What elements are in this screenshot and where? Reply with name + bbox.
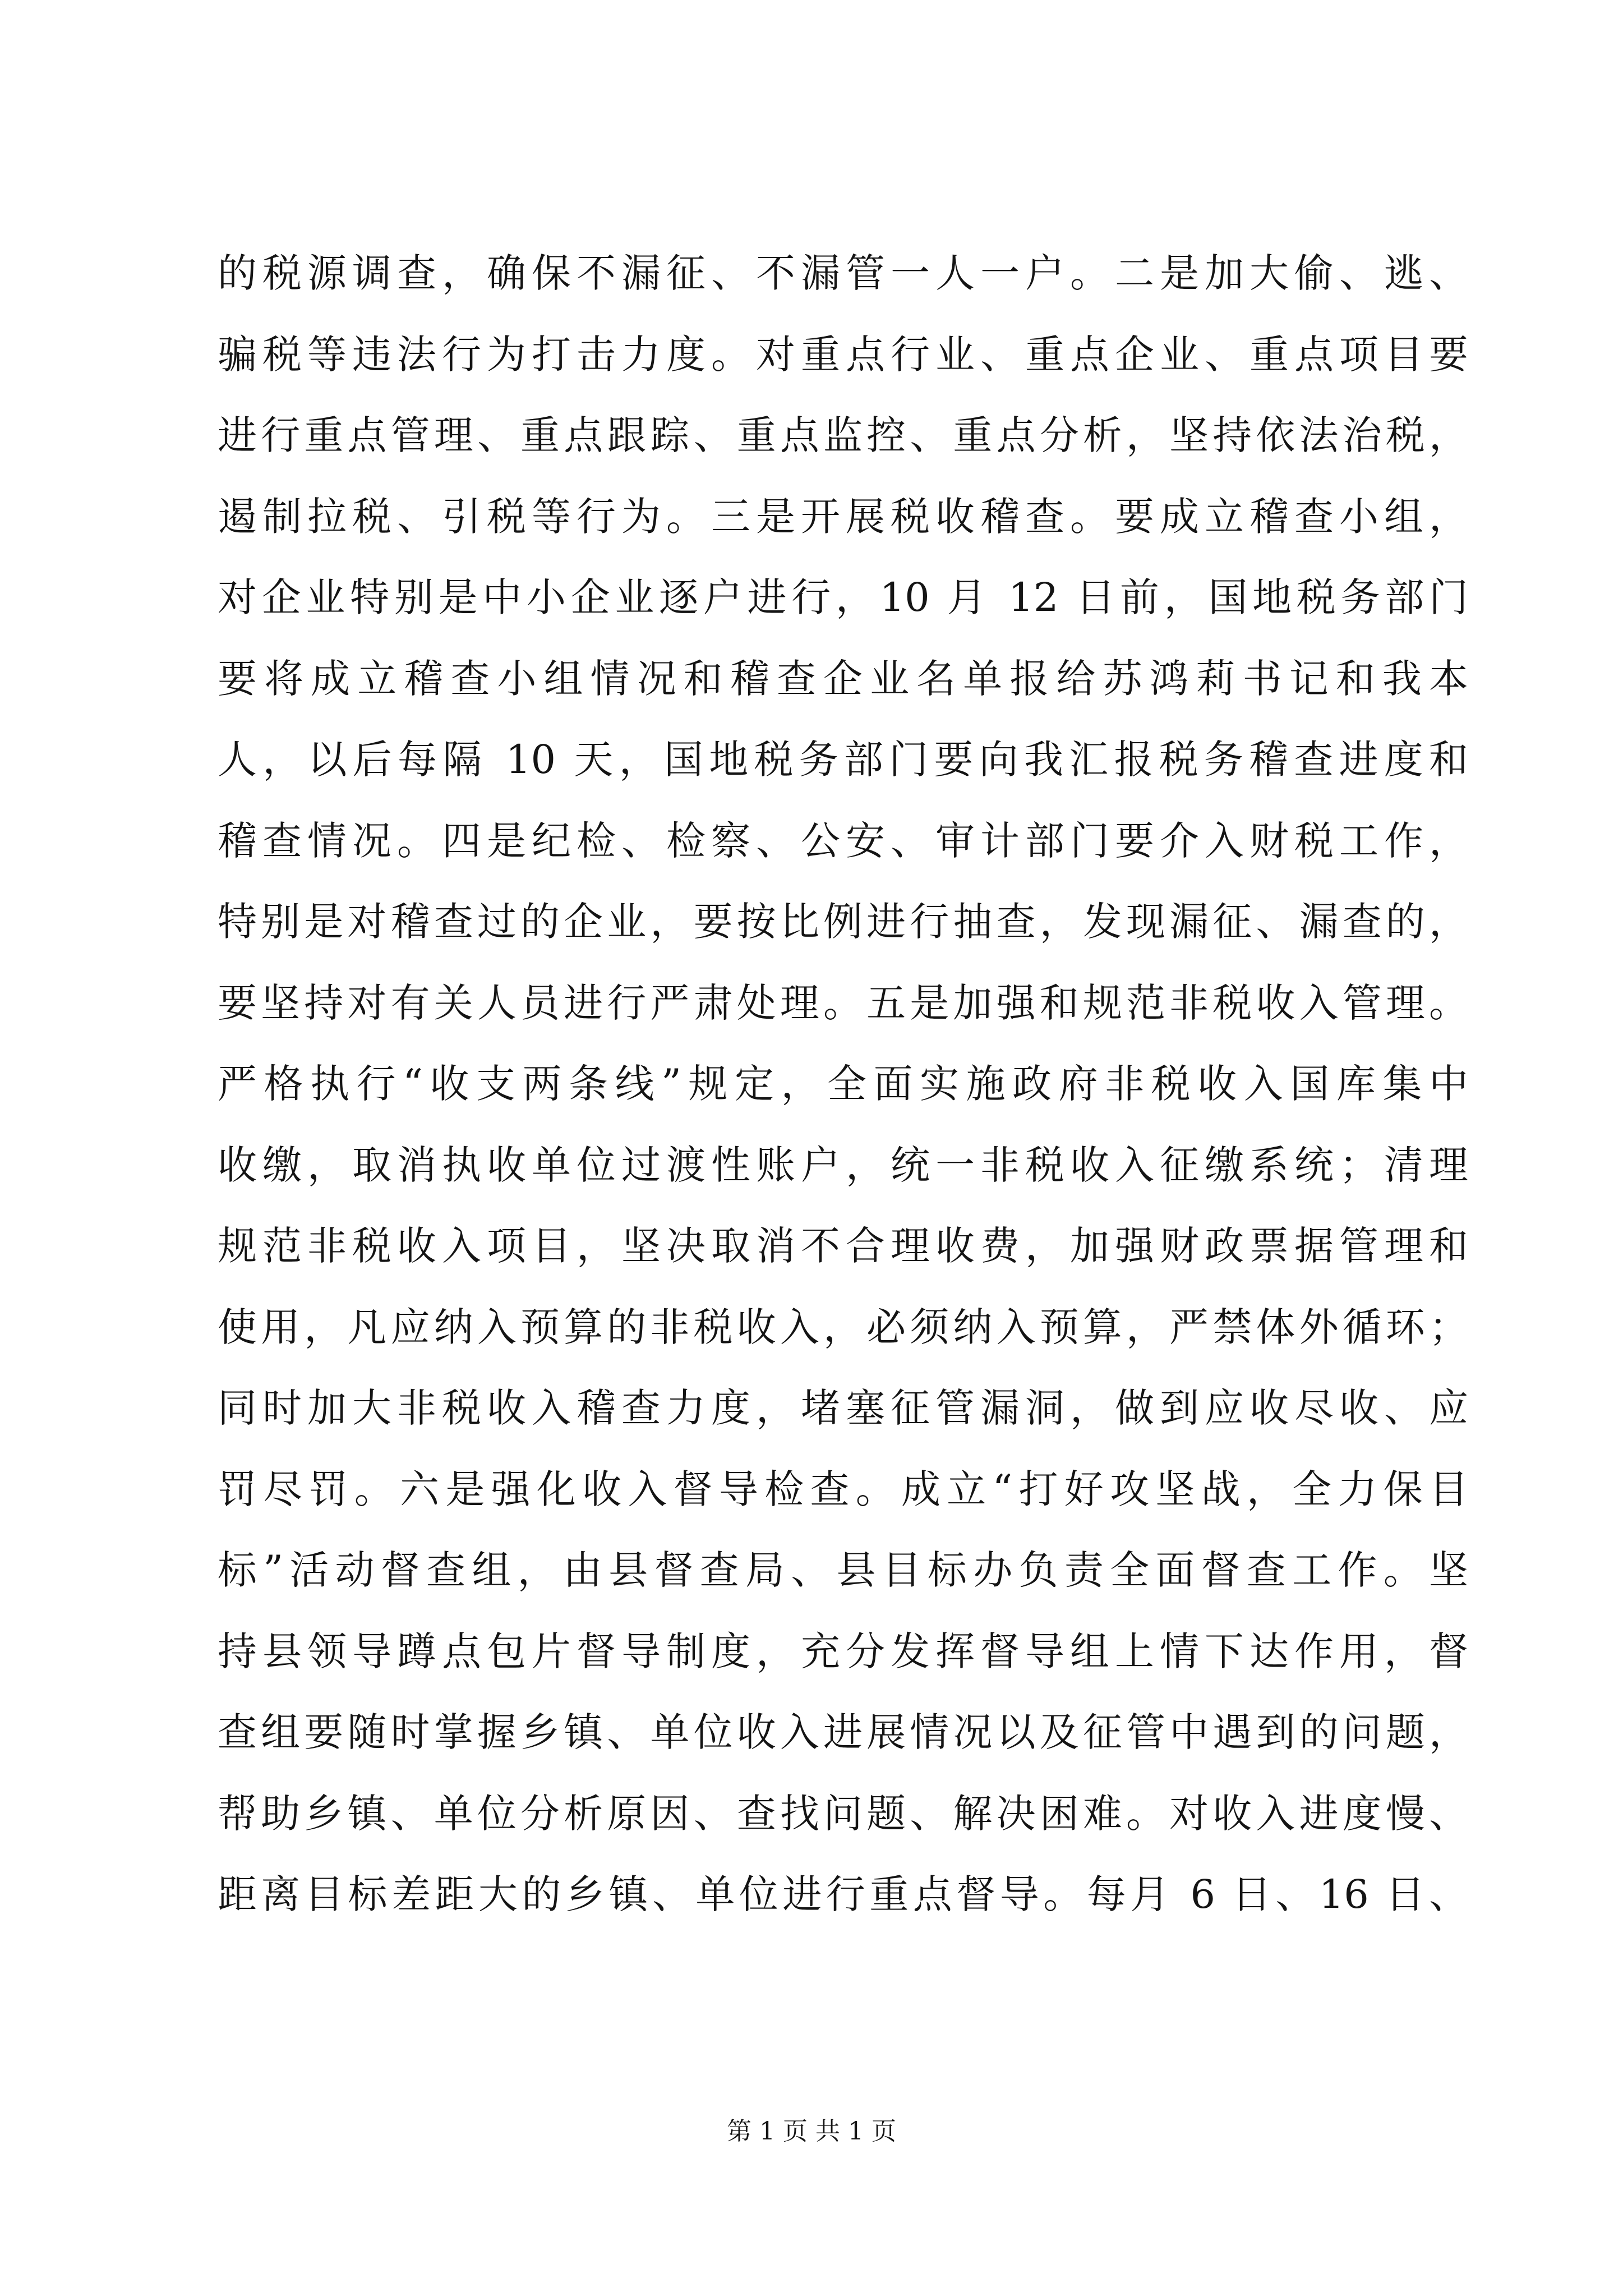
text-line-2: 骗税等违法行为打击力度。对重点行业、重点企业、重点项目要 — [218, 331, 1468, 378]
text-line-3: 进行重点管理、重点跟踪、重点监控、重点分析，坚持依法治税， — [218, 412, 1468, 458]
text-line-7: 人，以后每隔 10 天，国地税务部门要向我汇报税务稽查进度和 — [218, 737, 1468, 783]
text-line-4: 遏制拉税、引税等行为。三是开展税收稽查。要成立稽查小组， — [218, 493, 1468, 540]
text-line-11: 严格执行“收支两条线”规定，全面实施政府非税收入国库集中 — [218, 1061, 1468, 1107]
text-line-16: 罚尽罚。六是强化收入督导检查。成立“打好攻坚战，全力保目 — [218, 1466, 1468, 1512]
text-line-21: 距离目标差距大的乡镇、单位进行重点督导。每月 6 日、16 日、 — [218, 1871, 1468, 1917]
text-line-12: 收缴，取消执收单位过渡性账户，统一非税收入征缴系统；清理 — [218, 1142, 1468, 1188]
text-line-20: 帮助乡镇、单位分析原因、查找问题、解决困难。对收入进度慢、 — [218, 1790, 1468, 1837]
text-line-15: 同时加大非税收入稽查力度，堵塞征管漏洞，做到应收尽收、应 — [218, 1385, 1468, 1431]
text-line-5: 对企业特别是中小企业逐户进行，10 月 12 日前，国地税务部门 — [218, 574, 1468, 620]
text-line-13: 规范非税收入项目，坚决取消不合理收费，加强财政票据管理和 — [218, 1223, 1468, 1269]
page-number-label: 第 1 页 共 1 页 — [727, 2117, 896, 2146]
text-line-9: 特别是对稽查过的企业，要按比例进行抽查，发现漏征、漏查的， — [218, 899, 1468, 945]
page-footer — [0, 2115, 1623, 2148]
text-line-1: 的税源调查，确保不漏征、不漏管一人一户。二是加大偷、逃、 — [218, 250, 1468, 296]
text-line-14: 使用，凡应纳入预算的非税收入，必须纳入预算，严禁体外循环； — [218, 1304, 1468, 1350]
body-text — [218, 233, 1468, 1935]
text-line-8: 稽查情况。四是纪检、检察、公安、审计部门要介入财税工作， — [218, 817, 1468, 864]
text-line-19: 查组要随时掌握乡镇、单位收入进展情况以及征管中遇到的问题， — [218, 1709, 1468, 1755]
text-line-18: 持县领导蹲点包片督导制度，充分发挥督导组上情下达作用，督 — [218, 1628, 1468, 1674]
text-line-6: 要将成立稽查小组情况和稽查企业名单报给苏鸿莉书记和我本 — [218, 655, 1468, 702]
text-line-17: 标”活动督查组，由县督查局、县目标办负责全面督查工作。坚 — [218, 1547, 1468, 1593]
text-line-10: 要坚持对有关人员进行严肃处理。五是加强和规范非税收入管理。 — [218, 979, 1468, 1026]
